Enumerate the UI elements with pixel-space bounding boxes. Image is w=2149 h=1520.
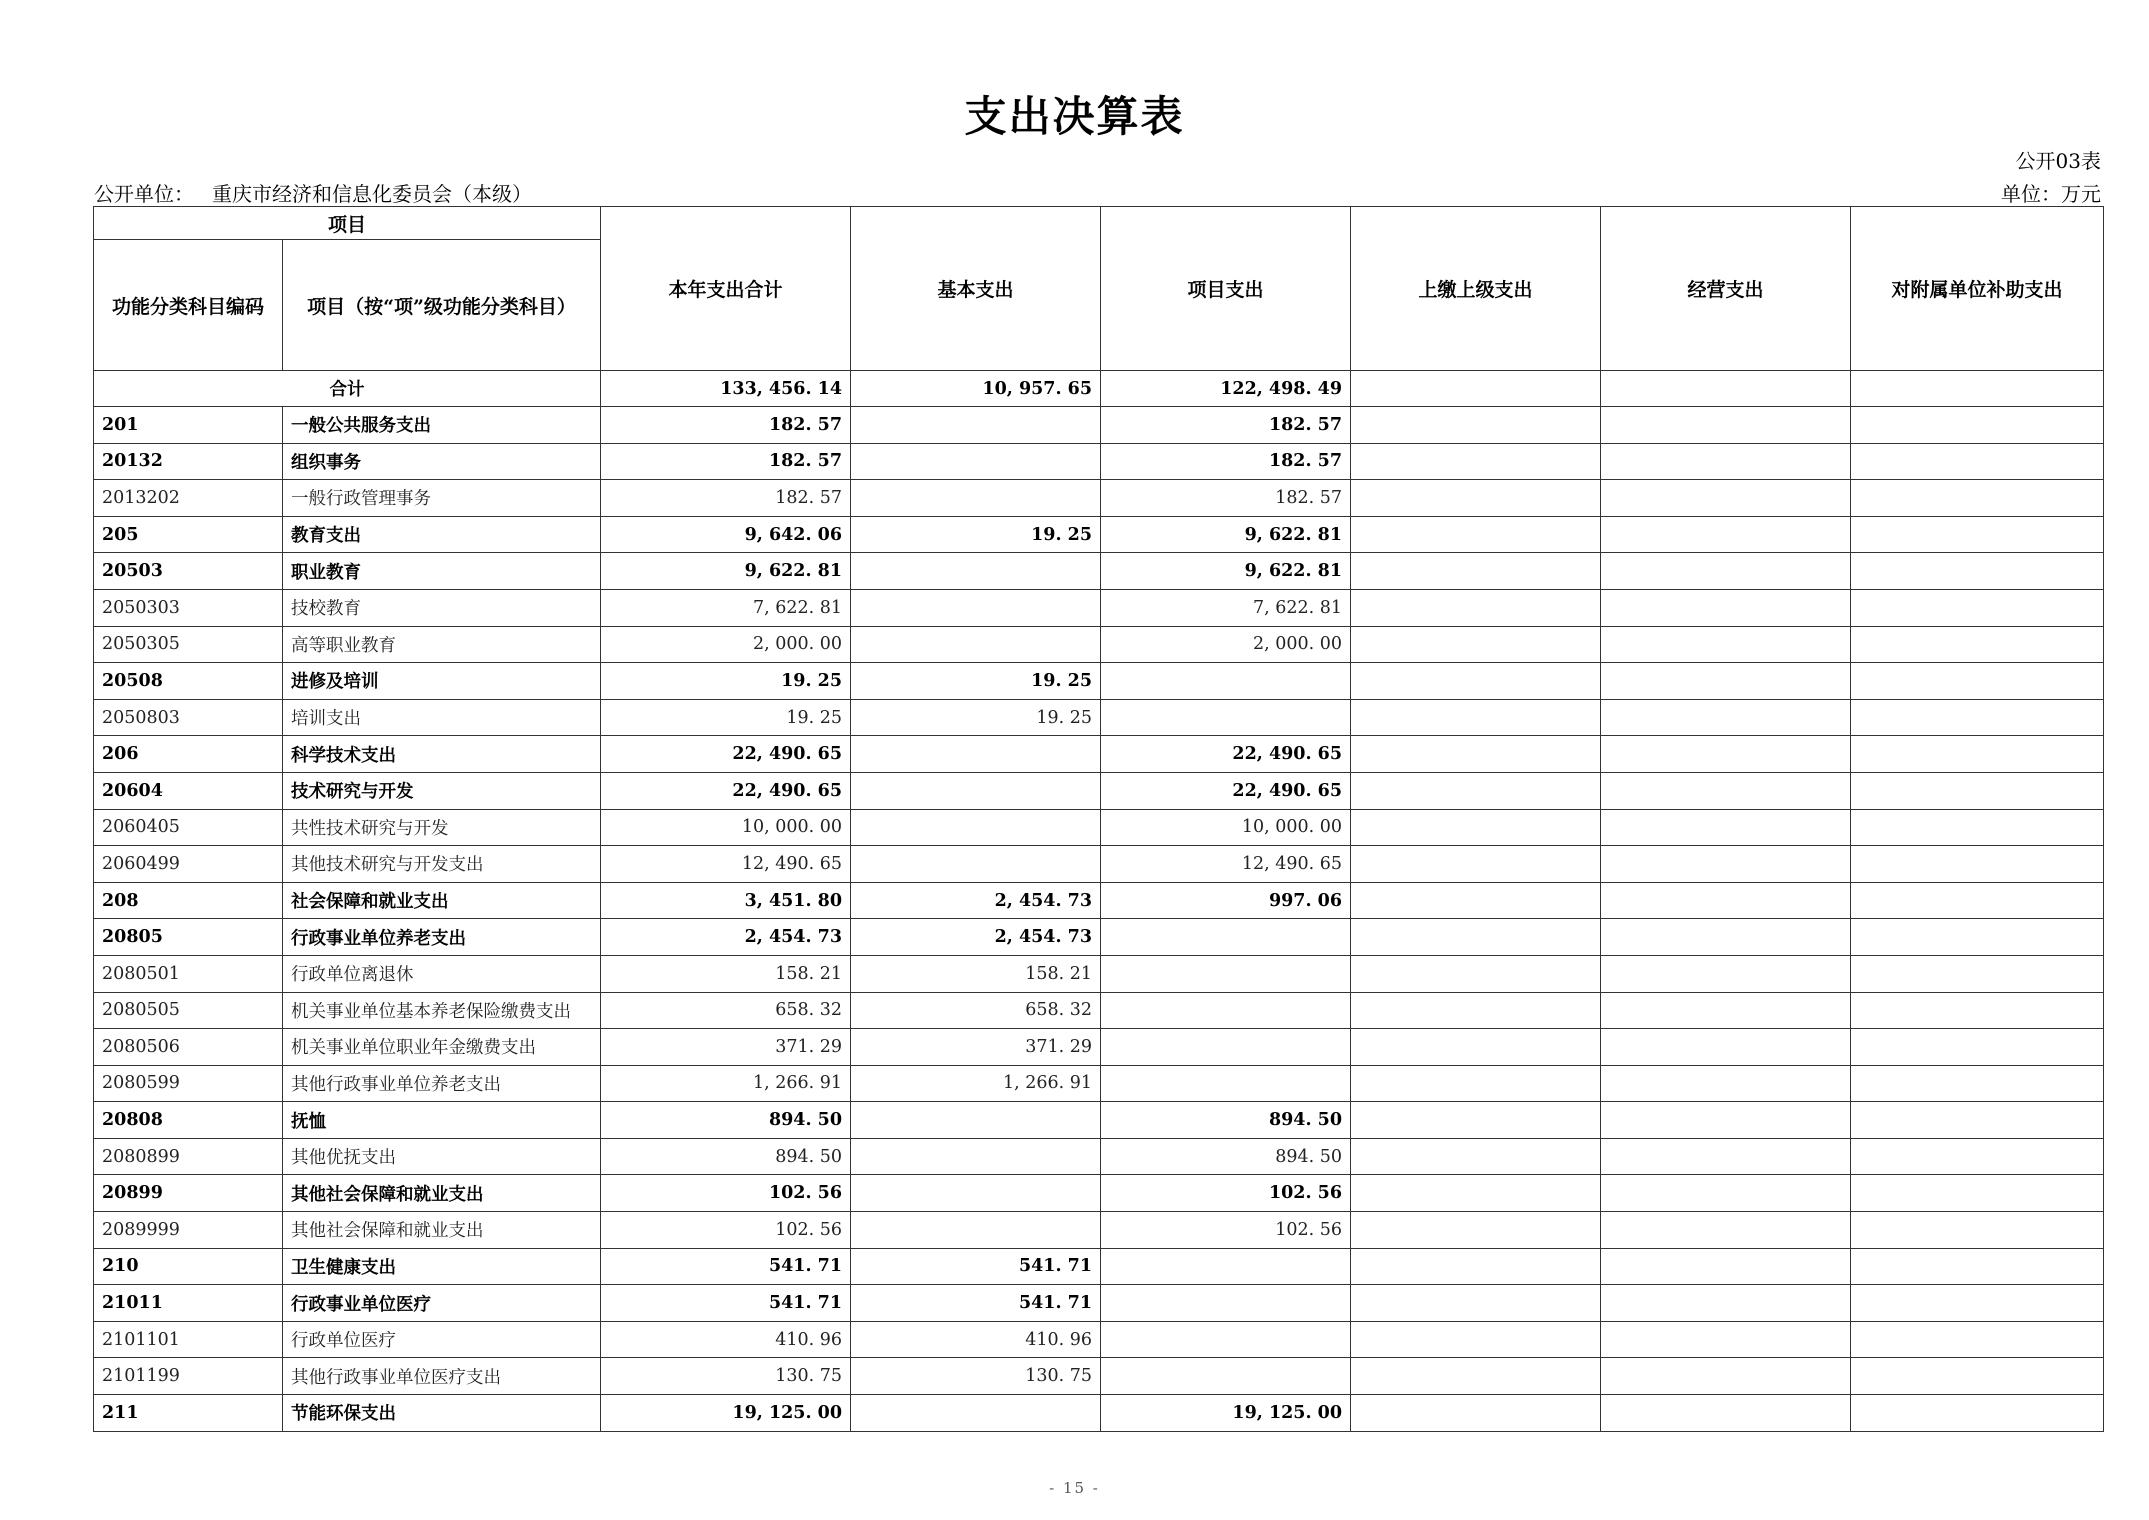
row-project: 182. 57 (1101, 407, 1351, 444)
row-basic (851, 772, 1101, 809)
row-business (1601, 663, 1851, 700)
row-subsidy (1851, 1285, 2104, 1322)
table-row (94, 1029, 2104, 1066)
table-row (94, 1321, 2104, 1358)
total-upper (1351, 371, 1601, 407)
table-row (94, 772, 2104, 809)
row-name: 共性技术研究与开发 (283, 809, 601, 846)
row-code: 201 (94, 407, 283, 444)
row-business (1601, 736, 1851, 773)
row-business (1601, 443, 1851, 480)
row-total: 102. 56 (601, 1212, 851, 1249)
table-row (94, 1138, 2104, 1175)
row-project: 894. 50 (1101, 1102, 1351, 1139)
row-code: 2050303 (94, 589, 283, 626)
row-name: 其他技术研究与开发支出 (283, 846, 601, 883)
row-total: 3, 451. 80 (601, 882, 851, 919)
row-project (1101, 1321, 1351, 1358)
table-row (94, 736, 2104, 773)
table-row (94, 1248, 2104, 1285)
total-label: 合计 (94, 371, 601, 407)
row-subsidy (1851, 882, 2104, 919)
table-row (94, 443, 2104, 480)
row-basic (851, 1212, 1101, 1249)
row-subsidy (1851, 1248, 2104, 1285)
row-project: 102. 56 (1101, 1212, 1351, 1249)
row-business (1601, 1065, 1851, 1102)
row-upper (1351, 1175, 1601, 1212)
row-total: 10, 000. 00 (601, 809, 851, 846)
row-upper (1351, 1321, 1601, 1358)
row-basic (851, 736, 1101, 773)
row-basic: 658. 32 (851, 992, 1101, 1029)
table-row (94, 1212, 2104, 1249)
row-basic: 19. 25 (851, 516, 1101, 553)
row-code: 20503 (94, 553, 283, 590)
row-total: 19. 25 (601, 663, 851, 700)
row-subsidy (1851, 699, 2104, 736)
row-code: 20808 (94, 1102, 283, 1139)
row-upper (1351, 626, 1601, 663)
row-name: 高等职业教育 (283, 626, 601, 663)
row-total: 410. 96 (601, 1321, 851, 1358)
row-subsidy (1851, 663, 2104, 700)
row-business (1601, 882, 1851, 919)
row-code: 2050803 (94, 699, 283, 736)
row-basic: 1, 266. 91 (851, 1065, 1101, 1102)
form-number: 公开03表 (2015, 149, 2101, 173)
row-name: 一般行政管理事务 (283, 480, 601, 517)
row-subsidy (1851, 809, 2104, 846)
row-basic: 2, 454. 73 (851, 882, 1101, 919)
row-code: 20132 (94, 443, 283, 480)
row-code: 2101199 (94, 1358, 283, 1395)
row-code: 20604 (94, 772, 283, 809)
total-sum: 133, 456. 14 (601, 371, 851, 407)
row-project: 19, 125. 00 (1101, 1395, 1351, 1432)
row-subsidy (1851, 772, 2104, 809)
row-upper (1351, 1395, 1601, 1432)
row-upper (1351, 992, 1601, 1029)
row-business (1601, 1175, 1851, 1212)
row-basic: 410. 96 (851, 1321, 1101, 1358)
row-total: 22, 490. 65 (601, 772, 851, 809)
row-total: 102. 56 (601, 1175, 851, 1212)
row-name: 抚恤 (283, 1102, 601, 1139)
row-subsidy (1851, 1175, 2104, 1212)
row-business (1601, 480, 1851, 517)
row-business (1601, 1285, 1851, 1322)
row-code: 2101101 (94, 1321, 283, 1358)
table-row (94, 589, 2104, 626)
header-code: 功能分类科目编码 (94, 240, 283, 371)
row-project (1101, 919, 1351, 956)
row-name: 一般公共服务支出 (283, 407, 601, 444)
row-project: 2, 000. 00 (1101, 626, 1351, 663)
row-total: 182. 57 (601, 407, 851, 444)
row-code: 21011 (94, 1285, 283, 1322)
row-name: 行政事业单位医疗 (283, 1285, 601, 1322)
row-upper (1351, 882, 1601, 919)
row-project (1101, 992, 1351, 1029)
table-row (94, 1285, 2104, 1322)
row-name: 其他社会保障和就业支出 (283, 1212, 601, 1249)
row-basic: 19. 25 (851, 663, 1101, 700)
row-subsidy (1851, 1138, 2104, 1175)
row-total: 9, 622. 81 (601, 553, 851, 590)
row-subsidy (1851, 516, 2104, 553)
table-row (94, 553, 2104, 590)
row-subsidy (1851, 1212, 2104, 1249)
row-upper (1351, 699, 1601, 736)
row-total: 158. 21 (601, 955, 851, 992)
total-business (1601, 371, 1851, 407)
row-code: 2080899 (94, 1138, 283, 1175)
row-total: 894. 50 (601, 1102, 851, 1139)
row-total: 19, 125. 00 (601, 1395, 851, 1432)
publishing-unit (94, 178, 532, 207)
row-business (1601, 699, 1851, 736)
row-project: 22, 490. 65 (1101, 736, 1351, 773)
row-code: 2050305 (94, 626, 283, 663)
row-business (1601, 846, 1851, 883)
row-code: 2080505 (94, 992, 283, 1029)
row-basic (851, 1175, 1101, 1212)
row-project: 182. 57 (1101, 443, 1351, 480)
row-code: 20508 (94, 663, 283, 700)
row-project: 9, 622. 81 (1101, 516, 1351, 553)
row-business (1601, 1102, 1851, 1139)
row-name: 组织事务 (283, 443, 601, 480)
row-code: 211 (94, 1395, 283, 1432)
row-upper (1351, 1138, 1601, 1175)
row-code: 20805 (94, 919, 283, 956)
header-project: 项目 (94, 207, 601, 240)
row-basic: 19. 25 (851, 699, 1101, 736)
row-basic: 371. 29 (851, 1029, 1101, 1066)
row-basic: 2, 454. 73 (851, 919, 1101, 956)
total-project: 122, 498. 49 (1101, 371, 1351, 407)
row-total: 541. 71 (601, 1285, 851, 1322)
row-upper (1351, 1212, 1601, 1249)
header-row-top (94, 207, 2104, 240)
row-project: 7, 622. 81 (1101, 589, 1351, 626)
row-upper (1351, 1102, 1601, 1139)
row-business (1601, 1029, 1851, 1066)
row-project: 22, 490. 65 (1101, 772, 1351, 809)
row-subsidy (1851, 407, 2104, 444)
row-name: 技术研究与开发 (283, 772, 601, 809)
row-code: 2060405 (94, 809, 283, 846)
row-business (1601, 1395, 1851, 1432)
table-row (94, 663, 2104, 700)
row-basic: 130. 75 (851, 1358, 1101, 1395)
row-name: 社会保障和就业支出 (283, 882, 601, 919)
row-code: 206 (94, 736, 283, 773)
row-project (1101, 955, 1351, 992)
row-basic (851, 480, 1101, 517)
row-upper (1351, 1248, 1601, 1285)
row-name: 教育支出 (283, 516, 601, 553)
row-project (1101, 1248, 1351, 1285)
row-business (1601, 809, 1851, 846)
row-basic: 158. 21 (851, 955, 1101, 992)
row-name: 行政单位医疗 (283, 1321, 601, 1358)
row-business (1601, 1358, 1851, 1395)
row-basic (851, 589, 1101, 626)
row-project: 12, 490. 65 (1101, 846, 1351, 883)
header-business: 经营支出 (1601, 207, 1851, 371)
row-project (1101, 1285, 1351, 1322)
row-code: 2013202 (94, 480, 283, 517)
row-upper (1351, 919, 1601, 956)
row-business (1601, 1248, 1851, 1285)
row-business (1601, 919, 1851, 956)
row-project: 997. 06 (1101, 882, 1351, 919)
header-total: 本年支出合计 (601, 207, 851, 371)
row-upper (1351, 1285, 1601, 1322)
page-number: - 15 - (1049, 1479, 1100, 1497)
row-project (1101, 1065, 1351, 1102)
row-basic: 541. 71 (851, 1285, 1101, 1322)
header-name: 项目（按“项”级功能分类科目） (283, 240, 601, 371)
total-row (94, 371, 2104, 407)
row-subsidy (1851, 443, 2104, 480)
row-upper (1351, 1029, 1601, 1066)
row-total: 1, 266. 91 (601, 1065, 851, 1102)
header-project-expenditure: 项目支出 (1101, 207, 1351, 371)
row-code: 2080501 (94, 955, 283, 992)
row-business (1601, 589, 1851, 626)
row-upper (1351, 553, 1601, 590)
table-row (94, 699, 2104, 736)
table-row (94, 1065, 2104, 1102)
row-upper (1351, 443, 1601, 480)
row-name: 机关事业单位基本养老保险缴费支出 (283, 992, 601, 1029)
row-code: 2080506 (94, 1029, 283, 1066)
expenditure-table (93, 206, 2104, 1432)
row-business (1601, 516, 1851, 553)
row-subsidy (1851, 1029, 2104, 1066)
table-row (94, 1102, 2104, 1139)
row-business (1601, 407, 1851, 444)
row-business (1601, 772, 1851, 809)
row-total: 894. 50 (601, 1138, 851, 1175)
row-name: 进修及培训 (283, 663, 601, 700)
row-basic (851, 1395, 1101, 1432)
row-subsidy (1851, 1321, 2104, 1358)
table-row (94, 1395, 2104, 1432)
unit-name: 重庆市经济和信息化委员会（本级） (212, 182, 532, 206)
table-row (94, 809, 2104, 846)
total-subsidy (1851, 371, 2104, 407)
row-subsidy (1851, 736, 2104, 773)
row-name: 其他社会保障和就业支出 (283, 1175, 601, 1212)
table-row (94, 882, 2104, 919)
row-basic (851, 407, 1101, 444)
table-row (94, 1175, 2104, 1212)
row-upper (1351, 1358, 1601, 1395)
row-subsidy (1851, 919, 2104, 956)
row-upper (1351, 772, 1601, 809)
row-total: 19. 25 (601, 699, 851, 736)
row-upper (1351, 736, 1601, 773)
row-basic (851, 846, 1101, 883)
row-basic (851, 1102, 1101, 1139)
row-subsidy (1851, 1102, 2104, 1139)
row-upper (1351, 480, 1601, 517)
row-business (1601, 1321, 1851, 1358)
header-subsidy: 对附属单位补助支出 (1851, 207, 2104, 371)
row-project: 9, 622. 81 (1101, 553, 1351, 590)
row-code: 20899 (94, 1175, 283, 1212)
row-name: 其他行政事业单位医疗支出 (283, 1358, 601, 1395)
row-name: 职业教育 (283, 553, 601, 590)
row-total: 541. 71 (601, 1248, 851, 1285)
currency-unit: 单位：万元 (2001, 182, 2101, 206)
row-upper (1351, 1065, 1601, 1102)
table-row (94, 919, 2104, 956)
row-total: 9, 642. 06 (601, 516, 851, 553)
table-row (94, 407, 2104, 444)
row-business (1601, 955, 1851, 992)
row-basic (851, 1138, 1101, 1175)
row-name: 培训支出 (283, 699, 601, 736)
table-row (94, 955, 2104, 992)
table-row (94, 846, 2104, 883)
row-total: 22, 490. 65 (601, 736, 851, 773)
row-project: 102. 56 (1101, 1175, 1351, 1212)
page-title: 支出决算表 (964, 92, 1185, 141)
row-subsidy (1851, 589, 2104, 626)
row-project: 10, 000. 00 (1101, 809, 1351, 846)
row-basic (851, 443, 1101, 480)
row-name: 其他优抚支出 (283, 1138, 601, 1175)
header-upper-payment: 上缴上级支出 (1351, 207, 1601, 371)
table-row (94, 480, 2104, 517)
row-name: 其他行政事业单位养老支出 (283, 1065, 601, 1102)
row-name: 技校教育 (283, 589, 601, 626)
row-subsidy (1851, 1358, 2104, 1395)
row-business (1601, 992, 1851, 1029)
table-row (94, 1358, 2104, 1395)
row-total: 182. 57 (601, 480, 851, 517)
row-total: 2, 454. 73 (601, 919, 851, 956)
row-basic (851, 626, 1101, 663)
row-project (1101, 1029, 1351, 1066)
row-code: 210 (94, 1248, 283, 1285)
row-project (1101, 663, 1351, 700)
row-upper (1351, 516, 1601, 553)
row-code: 2060499 (94, 846, 283, 883)
row-name: 节能环保支出 (283, 1395, 601, 1432)
row-code: 2080599 (94, 1065, 283, 1102)
row-subsidy (1851, 955, 2104, 992)
row-name: 科学技术支出 (283, 736, 601, 773)
row-upper (1351, 955, 1601, 992)
row-total: 12, 490. 65 (601, 846, 851, 883)
row-project: 182. 57 (1101, 480, 1351, 517)
row-subsidy (1851, 626, 2104, 663)
row-subsidy (1851, 1065, 2104, 1102)
row-upper (1351, 809, 1601, 846)
header-basic: 基本支出 (851, 207, 1101, 371)
row-basic (851, 809, 1101, 846)
row-name: 行政单位离退休 (283, 955, 601, 992)
row-business (1601, 553, 1851, 590)
row-subsidy (1851, 846, 2104, 883)
row-subsidy (1851, 1395, 2104, 1432)
row-upper (1351, 407, 1601, 444)
row-total: 182. 57 (601, 443, 851, 480)
row-subsidy (1851, 992, 2104, 1029)
row-code: 2089999 (94, 1212, 283, 1249)
row-project (1101, 699, 1351, 736)
row-code: 208 (94, 882, 283, 919)
table-row (94, 626, 2104, 663)
row-name: 机关事业单位职业年金缴费支出 (283, 1029, 601, 1066)
row-total: 2, 000. 00 (601, 626, 851, 663)
table-row (94, 516, 2104, 553)
row-total: 371. 29 (601, 1029, 851, 1066)
row-upper (1351, 846, 1601, 883)
row-business (1601, 1138, 1851, 1175)
row-project: 894. 50 (1101, 1138, 1351, 1175)
unit-label: 公开单位： (94, 182, 194, 206)
total-basic: 10, 957. 65 (851, 371, 1101, 407)
row-total: 130. 75 (601, 1358, 851, 1395)
row-name: 行政事业单位养老支出 (283, 919, 601, 956)
row-business (1601, 1212, 1851, 1249)
row-name: 卫生健康支出 (283, 1248, 601, 1285)
row-subsidy (1851, 480, 2104, 517)
row-basic (851, 553, 1101, 590)
table-row (94, 992, 2104, 1029)
row-upper (1351, 589, 1601, 626)
row-total: 658. 32 (601, 992, 851, 1029)
row-total: 7, 622. 81 (601, 589, 851, 626)
row-subsidy (1851, 553, 2104, 590)
row-business (1601, 626, 1851, 663)
row-basic: 541. 71 (851, 1248, 1101, 1285)
row-code: 205 (94, 516, 283, 553)
row-upper (1351, 663, 1601, 700)
row-project (1101, 1358, 1351, 1395)
